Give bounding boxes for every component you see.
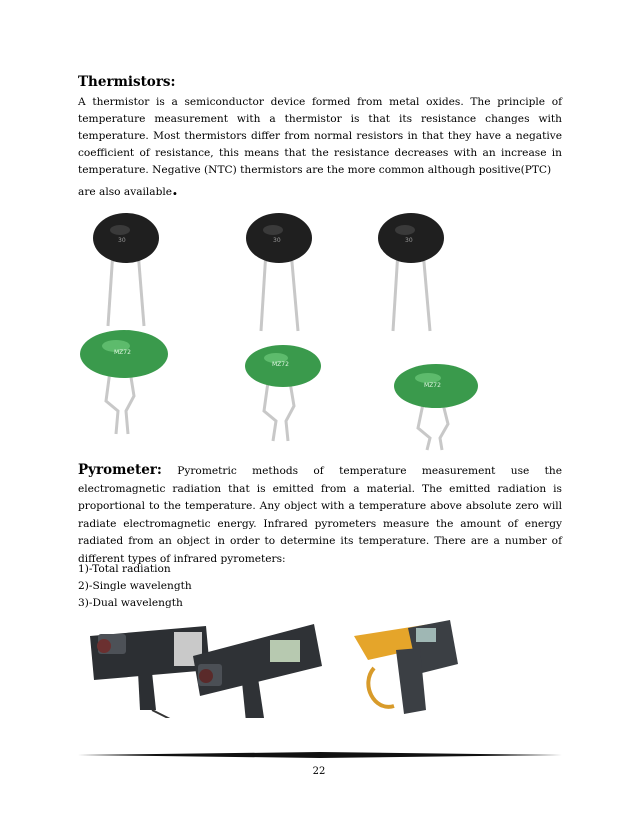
- footer-divider: [78, 752, 562, 758]
- thermistors-paragraph-tail-text: are also available: [78, 186, 173, 198]
- pyrometer-heading: Pyrometer:: [78, 462, 162, 478]
- thermistors-paragraph: A thermistor is a semiconductor device formed from metal oxides. The principle of temperature measurement with a thermistor is that its resistance changes with temperature. Most thermistors differ from normal resistors in that they have a negative coefficient of resistance, this means that the resistance decreases with an increase in temperature. Negative (NTC) thermistors are the more common although positive(PTC): [78, 96, 562, 176]
- thermistors-photo: [78, 206, 526, 452]
- svg-text:MZ72: MZ72: [424, 382, 441, 389]
- page-number: 22: [312, 766, 326, 777]
- svg-text:30: 30: [273, 237, 281, 244]
- thermistors-paragraph-end: .: [172, 180, 178, 199]
- pyrometers-photo: [78, 614, 530, 726]
- pyrometer-paragraph-text: Pyrometric methods of temperature measurement use the electromagnetic radiation that is emitted from a material. The emitted radiation is proportional to the temperature. Any object with a temperature above absolute zero will radiate electromagnetic energy. Infrared pyrometers measure the amount of energy radiated from an object in order to determine its temperature. There are a number of different types of infrared pyrometers:: [78, 465, 562, 565]
- thermistors-heading: Thermistors:: [78, 74, 176, 90]
- pyrometer-type-1: 1)-Total radiation: [78, 563, 171, 575]
- photo-caption-cutoff: [78, 718, 338, 726]
- svg-text:30: 30: [118, 237, 126, 244]
- thermistors-paragraph-tail: [78, 181, 562, 201]
- pyrometer-type-2: 2)-Single wavelength: [78, 580, 192, 592]
- svg-text:MZ72: MZ72: [272, 361, 289, 368]
- pyrometer-paragraph: [78, 462, 562, 568]
- svg-text:MZ72: MZ72: [114, 349, 131, 356]
- svg-text:30: 30: [405, 237, 413, 244]
- pyrometer-type-3: 3)-Dual wavelength: [78, 597, 183, 609]
